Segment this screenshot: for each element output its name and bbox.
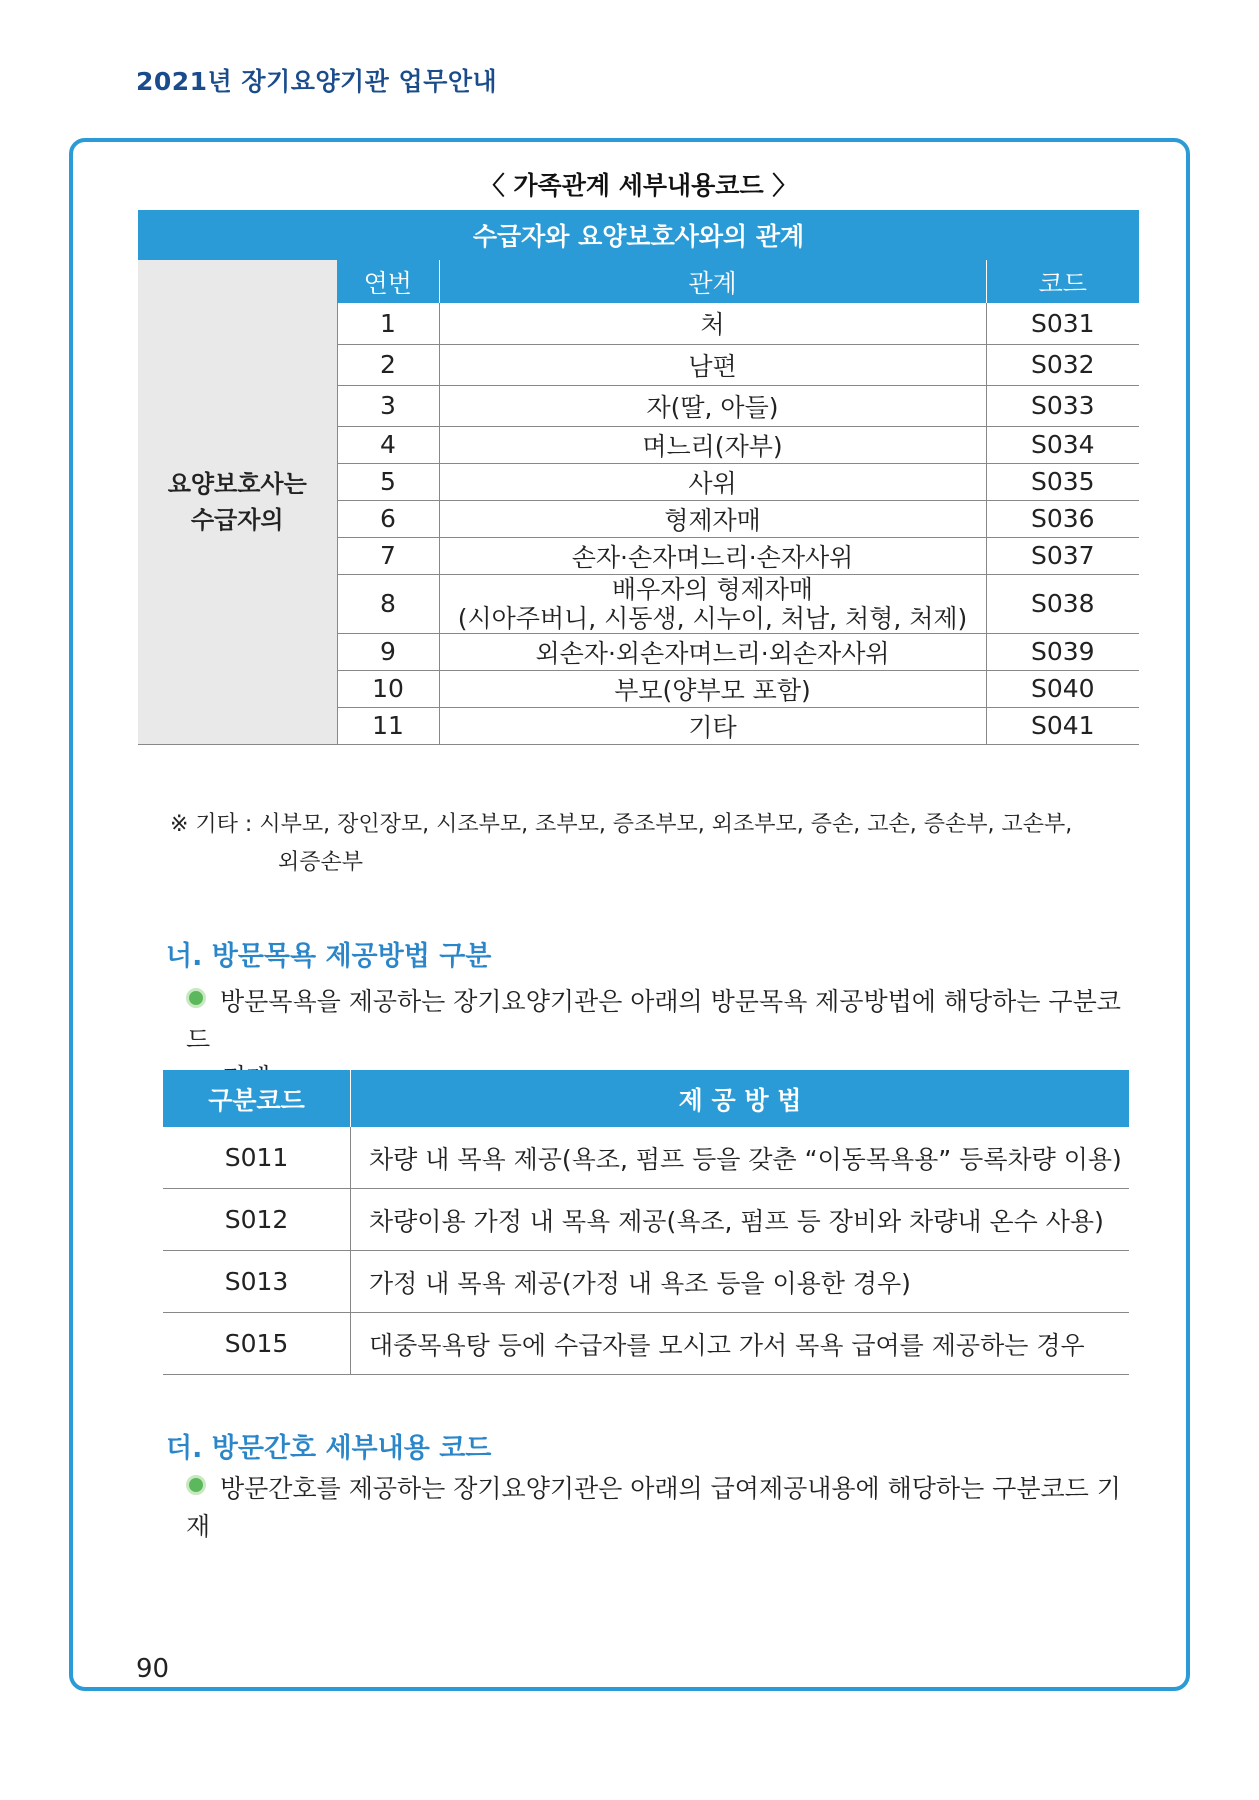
column-header-code: 코드 [986,260,1139,303]
row-relation: 남편 [439,344,986,385]
side-label-line1: 요양보호사는 [167,469,307,498]
row-desc: 차량이용 가정 내 목욕 제공(욕조, 펌프 등 장비와 차량내 온수 사용) [351,1189,1130,1251]
row-code: S034 [986,426,1139,463]
row-no: 1 [337,303,439,344]
row-relation: 며느리(자부) [439,426,986,463]
column-header-code: 구분코드 [163,1070,351,1127]
column-header-method: 제 공 방 법 [351,1070,1130,1127]
bullet-text-line1: 방문목욕을 제공하는 장기요양기관은 아래의 방문목욕 제공방법에 해당하는 구분코드 [186,987,1121,1054]
row-code: S039 [986,633,1139,670]
row-desc: 차량 내 목욕 제공(욕조, 펌프 등을 갖춘 “이동목욕용” 등록차량 이용) [351,1127,1130,1189]
note-line1: ※ 기타 : 시부모, 장인장모, 시조부모, 조부모, 증조부모, 외조부모, 증손, 고손, 증손부, 고손부, [170,812,1073,837]
row-code: S015 [163,1313,351,1375]
row-no: 11 [337,707,439,744]
section-deo-bullet [186,1470,1141,1546]
row-code: S040 [986,670,1139,707]
section-heading-neo: 너. 방문목욕 제공방법 구분 [166,941,492,972]
family-table-top-header: 수급자와 요양보호사와의 관계 [138,210,1139,260]
row-desc: 가정 내 목욕 제공(가정 내 욕조 등을 이용한 경우) [351,1251,1130,1313]
row-code: S033 [986,385,1139,426]
row-code: S032 [986,344,1139,385]
row-code: S036 [986,500,1139,537]
row-code: S037 [986,537,1139,574]
row-desc: 대중목욕탕 등에 수급자를 모시고 가서 목욕 급여를 제공하는 경우 [351,1313,1130,1375]
row-relation: 외손자·외손자며느리·외손자사위 [439,633,986,670]
row-code: S031 [986,303,1139,344]
table-row [163,1251,1129,1313]
side-label-line2: 수급자의 [190,505,284,534]
row-no: 2 [337,344,439,385]
relation-line1: 배우자의 형제자매 [611,574,814,604]
row-no: 6 [337,500,439,537]
family-table-note [170,806,1145,882]
relation-line2: (시아주버니, 시동생, 시누이, 처남, 처형, 처제) [457,603,968,633]
column-header-no: 연번 [337,260,439,303]
row-no: 8 [337,574,439,633]
row-no: 9 [337,633,439,670]
row-code: S038 [986,574,1139,633]
row-no: 7 [337,537,439,574]
row-relation: 처 [439,303,986,344]
family-table-caption: 〈 가족관계 세부내용코드 〉 [479,171,798,200]
row-relation: 사위 [439,463,986,500]
row-no: 4 [337,426,439,463]
page-number: 90 [136,1654,170,1684]
family-relation-table [138,210,1139,745]
row-relation: 형제자매 [439,500,986,537]
section-heading-deo: 더. 방문간호 세부내용 코드 [166,1433,492,1464]
family-table-side-label [138,260,337,744]
table-row [163,1313,1129,1375]
row-relation: 손자·손자며느리·손자사위 [439,537,986,574]
row-code: S035 [986,463,1139,500]
row-relation: 기타 [439,707,986,744]
bullet-text-line1: 방문간호를 제공하는 장기요양기관은 아래의 급여제공내용에 해당하는 구분코드 기재 [186,1474,1121,1541]
row-no: 3 [337,385,439,426]
column-header-relation: 관계 [439,260,986,303]
row-relation [439,574,986,633]
row-code: S041 [986,707,1139,744]
row-relation: 자(딸, 아들) [439,385,986,426]
row-code: S011 [163,1127,351,1189]
row-code: S013 [163,1251,351,1313]
row-no: 5 [337,463,439,500]
bullet-icon [186,1475,206,1495]
row-code: S012 [163,1189,351,1251]
bullet-icon [186,988,206,1008]
bath-method-table [163,1070,1129,1375]
table-row [163,1189,1129,1251]
note-line2: 외증손부 [278,850,364,875]
row-no: 10 [337,670,439,707]
table-row [163,1127,1129,1189]
running-header: 2021년 장기요양기관 업무안내 [136,67,498,96]
row-relation: 부모(양부모 포함) [439,670,986,707]
